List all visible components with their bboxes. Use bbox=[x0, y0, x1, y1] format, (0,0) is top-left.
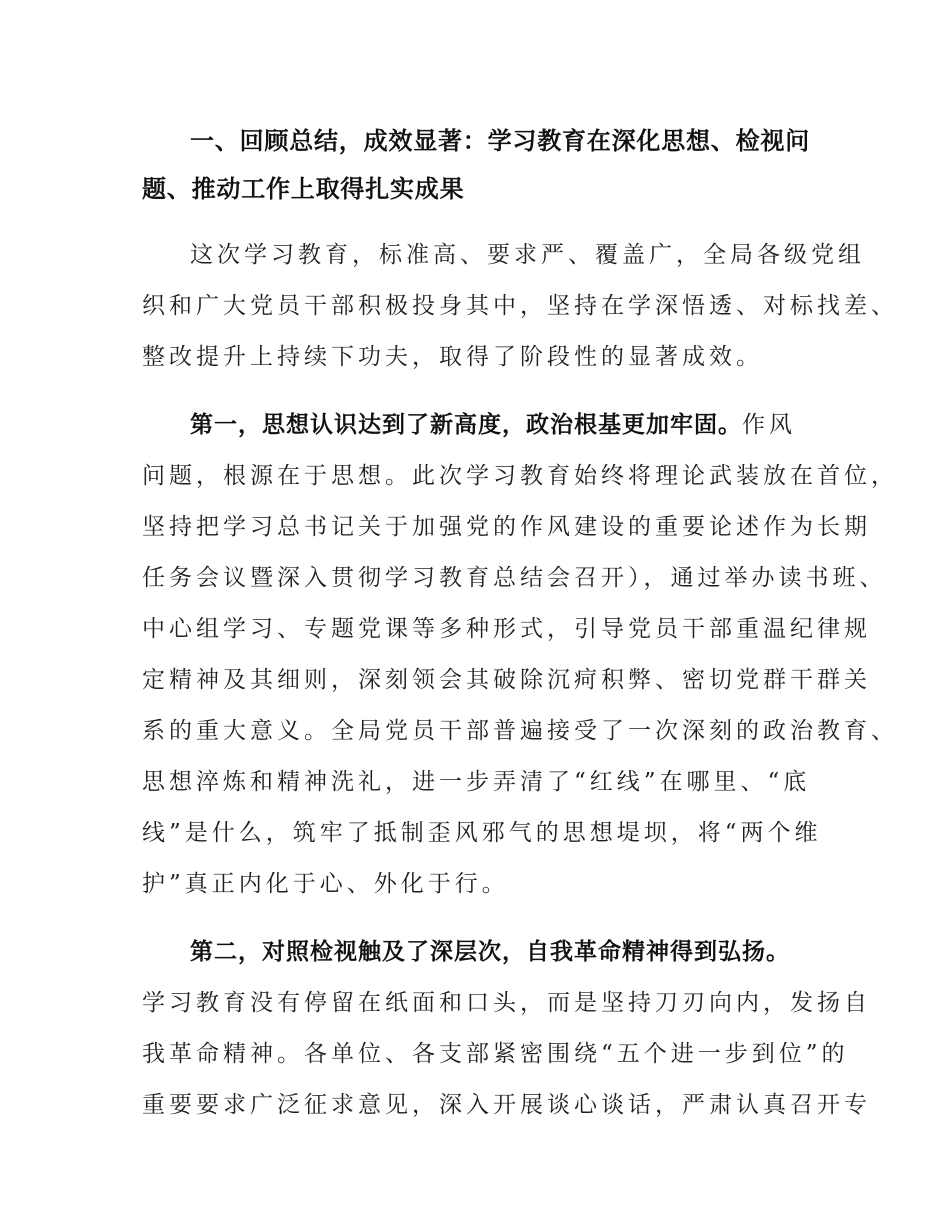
section-one-line-4: 任务会议暨深入贯彻学习教育总结会召开），通过举办读书班、 bbox=[142, 565, 887, 591]
heading-line-2: 题、推动工作上取得扎实成果 bbox=[142, 175, 465, 203]
intro-line-3: 整改提升上持续下功夫，取得了阶段性的显著成效。 bbox=[142, 344, 763, 370]
section-two-line-3: 我革命精神。各单位、各支部紧密围绕“五个进一步到位”的 bbox=[142, 1041, 849, 1067]
section-heading bbox=[142, 117, 822, 213]
section-one-line-1-rest: 作风 bbox=[742, 412, 796, 438]
section-one-line-9: 线”是什么，筑牢了抵制歪风邪气的思想堤坝，将“两个维 bbox=[142, 820, 822, 846]
section-one-paragraph bbox=[142, 400, 898, 910]
section-two-line-2: 学习教育没有停留在纸面和口头，而是坚持刀刃向内，发扬自 bbox=[142, 990, 871, 1016]
section-one-line-5: 中心组学习、专题党课等多种形式，引导党员干部重温纪律规 bbox=[142, 616, 871, 642]
section-one-line-3: 坚持把学习总书记关于加强党的作风建设的重要论述作为长期 bbox=[142, 514, 871, 540]
section-two-lead: 第二，对照检视触及了深层次，自我革命精神得到弘扬。 bbox=[190, 939, 790, 965]
section-one-line-7: 系的重大意义。全局党员干部普遍接受了一次深刻的政治教育、 bbox=[142, 718, 898, 744]
document-body bbox=[142, 117, 898, 1131]
section-one-line-8: 思想淬炼和精神洗礼，进一步弄清了“红线”在哪里、“底 bbox=[142, 769, 811, 795]
section-one-line-10: 护”真正内化于心、外化于行。 bbox=[142, 871, 509, 897]
section-two-line-1 bbox=[142, 927, 822, 978]
heading-line-1: 一、回顾总结，成效显著：学习教育在深化思想、检视问 bbox=[190, 127, 810, 155]
intro-line-2: 织和广大党员干部积极投身其中，坚持在学深悟透、对标找差、 bbox=[142, 293, 898, 319]
section-one-lead: 第一，思想认识达到了新高度，政治根基更加牢固。 bbox=[190, 412, 742, 438]
intro-line-1: 这次学习教育，标准高、要求严、覆盖广，全局各级党组 bbox=[190, 242, 865, 268]
section-one-line-2: 问题，根源在于思想。此次学习教育始终将理论武装放在首位， bbox=[142, 463, 898, 489]
intro-paragraph bbox=[142, 230, 898, 383]
section-one-line-6: 定精神及其细则，深刻领会其破除沉疴积弊、密切党群干群关 bbox=[142, 667, 871, 693]
section-two-paragraph bbox=[142, 927, 871, 1131]
section-two-line-4: 重要要求广泛征求意见，深入开展谈心谈话，严肃认真召开专 bbox=[142, 1092, 871, 1118]
section-one-line-1 bbox=[142, 400, 822, 451]
